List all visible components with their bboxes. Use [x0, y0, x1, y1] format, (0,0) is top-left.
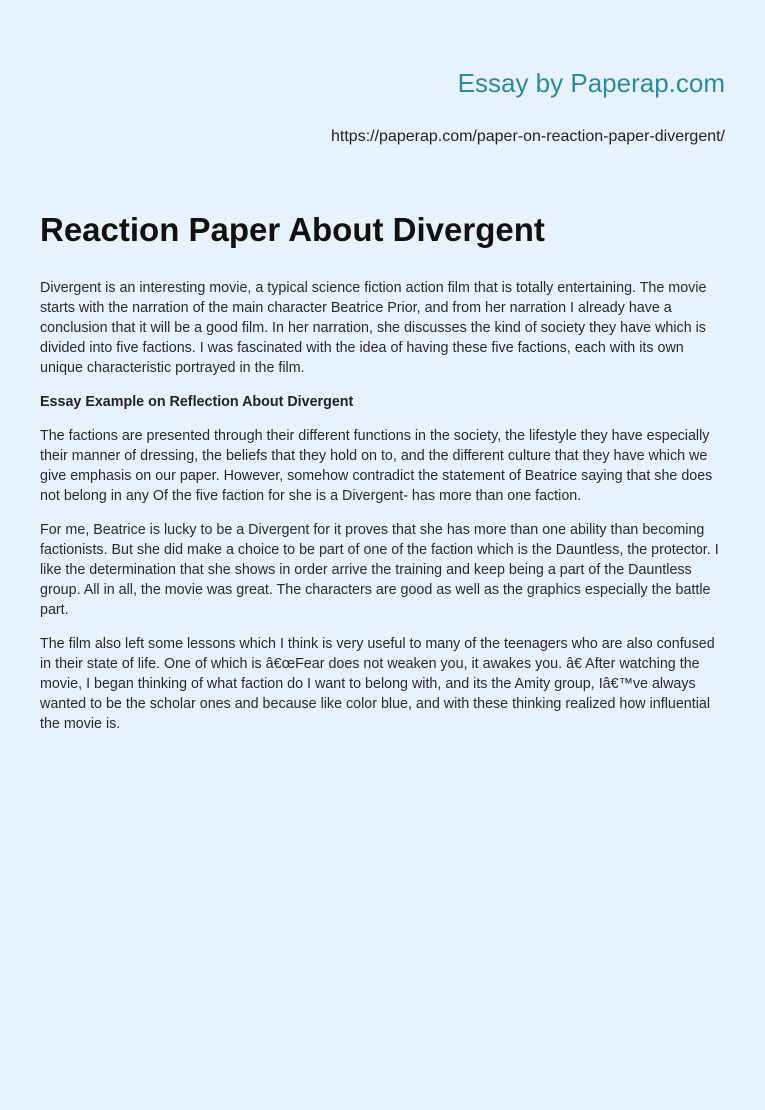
source-url-link[interactable]: https://paperap.com/paper-on-reaction-paper-divergent/	[331, 128, 725, 145]
paragraph-lessons: The film also left some lessons which I think is very useful to many of the teenagers who are also confused in their state of life. One of which is â€œFear does not weaken you, it awakes you. â€ After watching the movie, I began thinking of what faction do I want to belong with, and its the Amity group, Iâ€™ve always wanted to be the scholar ones and because like color blue, and with these thinking realized how influential the movie is.	[40, 636, 715, 732]
essay-body	[40, 278, 728, 748]
paragraph-beatrice: For me, Beatrice is lucky to be a Divergent for it proves that she has more than one ability than becoming factionists. But she did make a choice to be part of one of the faction which is the Dauntless, the protector. I like the determination that she shows in order arrive the training and keep being a part of the Dauntless group. All in all, the movie was great. The characters are good as well as the graphics especially the battle part.	[40, 522, 719, 618]
site-brand-link[interactable]: Essay by Paperap.com	[457, 68, 725, 98]
paragraph-factions: The factions are presented through their different functions in the society, the lifestyle they have especially their manner of dressing, the beliefs that they hold on to, and the different culture that they have which we give emphasis on our paper. However, somehow contradict the statement of Beatrice saying that she does not belong in any Of the five faction for she is a Divergent- has more than one faction.	[40, 428, 713, 504]
section-subheading: Essay Example on Reflection About Divergent	[40, 394, 354, 410]
page-title: Reaction Paper About Divergent	[40, 211, 545, 248]
paragraph-intro: Divergent is an interesting movie, a typical science fiction action film that is totally entertaining. The movie starts with the narration of the main character Beatrice Prior, and from her narration I already have a conclusion that it will be a good film. In her narration, she discusses the kind of society they have which is divided into five factions. I was fascinated with the idea of having these five factions, each with its own unique characteristic portrayed in the film.	[40, 280, 707, 376]
